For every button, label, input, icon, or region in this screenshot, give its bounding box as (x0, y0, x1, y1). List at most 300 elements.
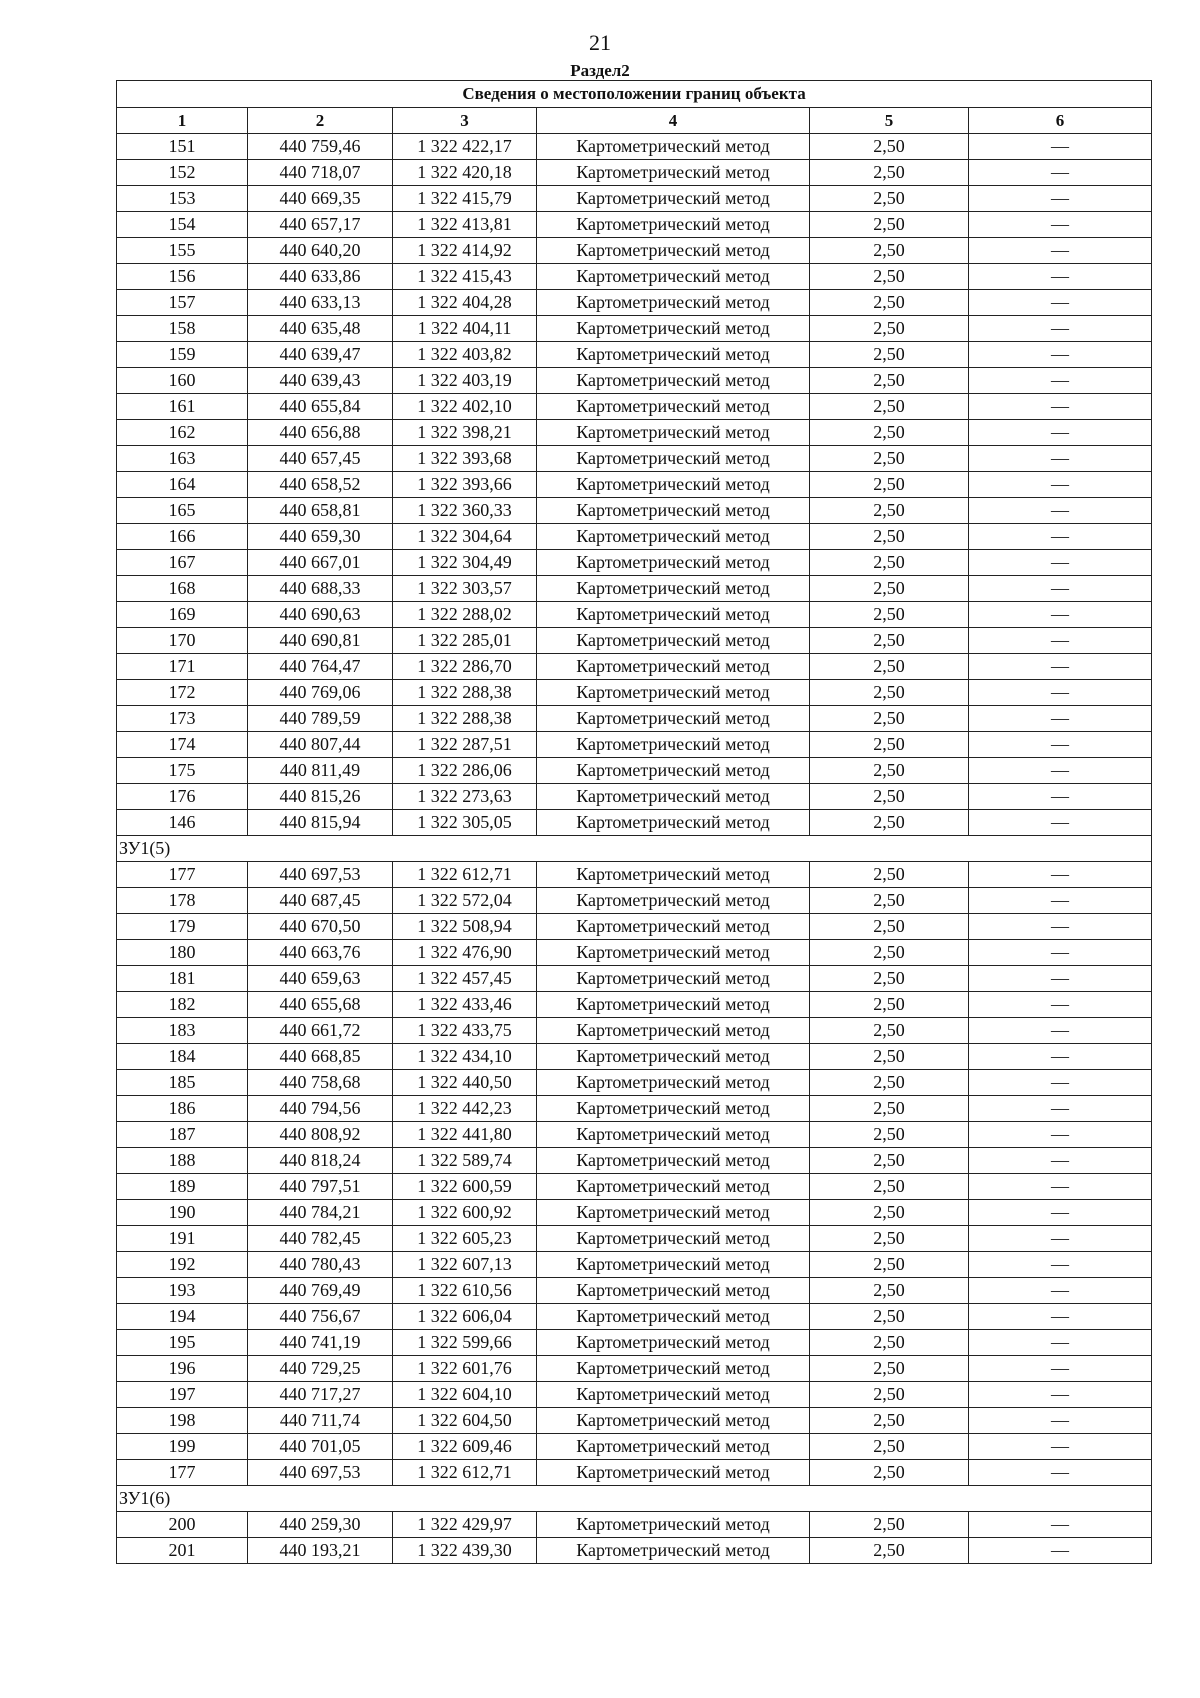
coord-x-cell: 440 697,53 (248, 862, 393, 888)
accuracy-cell: 2,50 (810, 1434, 969, 1460)
method-cell: Картометрический метод (537, 1148, 810, 1174)
column-header: 5 (810, 108, 969, 134)
point-number-cell: 163 (117, 446, 248, 472)
coord-y-cell: 1 322 601,76 (393, 1356, 537, 1382)
accuracy-cell: 2,50 (810, 1460, 969, 1486)
description-cell: — (969, 1278, 1152, 1304)
point-number-cell: 200 (117, 1512, 248, 1538)
method-cell: Картометрический метод (537, 888, 810, 914)
accuracy-cell: 2,50 (810, 238, 969, 264)
table-row (117, 1538, 1152, 1564)
accuracy-cell: 2,50 (810, 394, 969, 420)
accuracy-cell: 2,50 (810, 212, 969, 238)
point-number-cell: 193 (117, 1278, 248, 1304)
accuracy-cell: 2,50 (810, 1252, 969, 1278)
coord-y-cell: 1 322 415,43 (393, 264, 537, 290)
table-row (117, 420, 1152, 446)
description-cell: — (969, 1408, 1152, 1434)
description-cell: — (969, 1122, 1152, 1148)
table-row (117, 1070, 1152, 1096)
accuracy-cell: 2,50 (810, 940, 969, 966)
coord-y-cell: 1 322 600,92 (393, 1200, 537, 1226)
accuracy-cell: 2,50 (810, 1174, 969, 1200)
method-cell: Картометрический метод (537, 446, 810, 472)
coord-y-cell: 1 322 605,23 (393, 1226, 537, 1252)
coord-x-cell: 440 807,44 (248, 732, 393, 758)
description-cell: — (969, 940, 1152, 966)
description-cell: — (969, 1018, 1152, 1044)
method-cell: Картометрический метод (537, 394, 810, 420)
accuracy-cell: 2,50 (810, 498, 969, 524)
description-cell: — (969, 654, 1152, 680)
description-cell: — (969, 1330, 1152, 1356)
group-row (117, 836, 1152, 862)
coord-x-cell: 440 658,52 (248, 472, 393, 498)
accuracy-cell: 2,50 (810, 420, 969, 446)
description-cell: — (969, 1252, 1152, 1278)
coord-y-cell: 1 322 439,30 (393, 1538, 537, 1564)
method-cell: Картометрический метод (537, 758, 810, 784)
table-row (117, 862, 1152, 888)
method-cell: Картометрический метод (537, 654, 810, 680)
table-row (117, 732, 1152, 758)
coord-y-cell: 1 322 604,50 (393, 1408, 537, 1434)
table-row (117, 602, 1152, 628)
point-number-cell: 184 (117, 1044, 248, 1070)
coord-y-cell: 1 322 441,80 (393, 1122, 537, 1148)
method-cell: Картометрический метод (537, 732, 810, 758)
accuracy-cell: 2,50 (810, 186, 969, 212)
accuracy-cell: 2,50 (810, 1408, 969, 1434)
table-row (117, 654, 1152, 680)
method-cell: Картометрический метод (537, 628, 810, 654)
point-number-cell: 196 (117, 1356, 248, 1382)
point-number-cell: 171 (117, 654, 248, 680)
method-cell: Картометрический метод (537, 1200, 810, 1226)
description-cell: — (969, 1304, 1152, 1330)
coord-y-cell: 1 322 429,97 (393, 1512, 537, 1538)
accuracy-cell: 2,50 (810, 1278, 969, 1304)
coord-y-cell: 1 322 415,79 (393, 186, 537, 212)
table-row (117, 1382, 1152, 1408)
coord-y-cell: 1 322 600,59 (393, 1174, 537, 1200)
coord-x-cell: 440 193,21 (248, 1538, 393, 1564)
method-cell: Картометрический метод (537, 1096, 810, 1122)
table-row (117, 1226, 1152, 1252)
table-row (117, 290, 1152, 316)
coord-y-cell: 1 322 287,51 (393, 732, 537, 758)
table-row (117, 1174, 1152, 1200)
coord-y-cell: 1 322 393,68 (393, 446, 537, 472)
point-number-cell: 179 (117, 914, 248, 940)
point-number-cell: 194 (117, 1304, 248, 1330)
accuracy-cell: 2,50 (810, 264, 969, 290)
description-cell: — (969, 1148, 1152, 1174)
point-number-cell: 161 (117, 394, 248, 420)
coord-y-cell: 1 322 403,19 (393, 368, 537, 394)
coord-x-cell: 440 780,43 (248, 1252, 393, 1278)
coord-y-cell: 1 322 607,13 (393, 1252, 537, 1278)
coord-x-cell: 440 668,85 (248, 1044, 393, 1070)
accuracy-cell: 2,50 (810, 732, 969, 758)
description-cell: — (969, 186, 1152, 212)
coord-x-cell: 440 815,26 (248, 784, 393, 810)
coord-x-cell: 440 811,49 (248, 758, 393, 784)
method-cell: Картометрический метод (537, 602, 810, 628)
description-cell: — (969, 342, 1152, 368)
accuracy-cell: 2,50 (810, 1538, 969, 1564)
coord-y-cell: 1 322 589,74 (393, 1148, 537, 1174)
table-row (117, 212, 1152, 238)
point-number-cell: 201 (117, 1538, 248, 1564)
accuracy-cell: 2,50 (810, 342, 969, 368)
coord-y-cell: 1 322 440,50 (393, 1070, 537, 1096)
point-number-cell: 172 (117, 680, 248, 706)
coord-x-cell: 440 808,92 (248, 1122, 393, 1148)
table-row (117, 888, 1152, 914)
accuracy-cell: 2,50 (810, 862, 969, 888)
point-number-cell: 189 (117, 1174, 248, 1200)
table-row (117, 576, 1152, 602)
coord-y-cell: 1 322 304,49 (393, 550, 537, 576)
coord-x-cell: 440 688,33 (248, 576, 393, 602)
accuracy-cell: 2,50 (810, 1304, 969, 1330)
method-cell: Картометрический метод (537, 524, 810, 550)
table-row (117, 186, 1152, 212)
point-number-cell: 190 (117, 1200, 248, 1226)
description-cell: — (969, 1070, 1152, 1096)
coord-x-cell: 440 729,25 (248, 1356, 393, 1382)
table-row (117, 498, 1152, 524)
table-row (117, 1044, 1152, 1070)
coord-x-cell: 440 690,63 (248, 602, 393, 628)
column-header: 6 (969, 108, 1152, 134)
accuracy-cell: 2,50 (810, 758, 969, 784)
coord-y-cell: 1 322 420,18 (393, 160, 537, 186)
description-cell: — (969, 862, 1152, 888)
method-cell: Картометрический метод (537, 1434, 810, 1460)
accuracy-cell: 2,50 (810, 966, 969, 992)
coord-x-cell: 440 667,01 (248, 550, 393, 576)
point-number-cell: 191 (117, 1226, 248, 1252)
description-cell: — (969, 1200, 1152, 1226)
description-cell: — (969, 1096, 1152, 1122)
coord-x-cell: 440 815,94 (248, 810, 393, 836)
table-row (117, 1096, 1152, 1122)
description-cell: — (969, 316, 1152, 342)
column-header: 1 (117, 108, 248, 134)
point-number-cell: 160 (117, 368, 248, 394)
table-caption: Сведения о местоположении границ объекта (117, 81, 1152, 108)
point-number-cell: 181 (117, 966, 248, 992)
coord-y-cell: 1 322 612,71 (393, 862, 537, 888)
method-cell: Картометрический метод (537, 420, 810, 446)
coord-y-cell: 1 322 604,10 (393, 1382, 537, 1408)
method-cell: Картометрический метод (537, 134, 810, 160)
coord-y-cell: 1 322 403,82 (393, 342, 537, 368)
point-number-cell: 195 (117, 1330, 248, 1356)
accuracy-cell: 2,50 (810, 446, 969, 472)
point-number-cell: 153 (117, 186, 248, 212)
table-row (117, 342, 1152, 368)
coord-x-cell: 440 633,86 (248, 264, 393, 290)
accuracy-cell: 2,50 (810, 680, 969, 706)
coord-y-cell: 1 322 305,05 (393, 810, 537, 836)
column-header: 4 (537, 108, 810, 134)
coord-x-cell: 440 789,59 (248, 706, 393, 732)
method-cell: Картометрический метод (537, 940, 810, 966)
point-number-cell: 168 (117, 576, 248, 602)
description-cell: — (969, 394, 1152, 420)
coord-x-cell: 440 656,88 (248, 420, 393, 446)
table-row (117, 1460, 1152, 1486)
point-number-cell: 159 (117, 342, 248, 368)
method-cell: Картометрический метод (537, 1278, 810, 1304)
description-cell: — (969, 1044, 1152, 1070)
point-number-cell: 188 (117, 1148, 248, 1174)
description-cell: — (969, 498, 1152, 524)
table-row (117, 1330, 1152, 1356)
accuracy-cell: 2,50 (810, 1122, 969, 1148)
accuracy-cell: 2,50 (810, 1070, 969, 1096)
group-label: ЗУ1(5) (117, 836, 1152, 862)
description-cell: — (969, 628, 1152, 654)
coord-y-cell: 1 322 393,66 (393, 472, 537, 498)
description-cell: — (969, 810, 1152, 836)
coord-y-cell: 1 322 433,75 (393, 1018, 537, 1044)
table-row (117, 446, 1152, 472)
coord-x-cell: 440 639,47 (248, 342, 393, 368)
table-row (117, 1356, 1152, 1382)
table-row (117, 368, 1152, 394)
point-number-cell: 167 (117, 550, 248, 576)
description-cell: — (969, 212, 1152, 238)
coord-y-cell: 1 322 457,45 (393, 966, 537, 992)
description-cell: — (969, 576, 1152, 602)
description-cell: — (969, 706, 1152, 732)
method-cell: Картометрический метод (537, 1512, 810, 1538)
accuracy-cell: 2,50 (810, 706, 969, 732)
accuracy-cell: 2,50 (810, 1200, 969, 1226)
method-cell: Картометрический метод (537, 186, 810, 212)
point-number-cell: 170 (117, 628, 248, 654)
point-number-cell: 182 (117, 992, 248, 1018)
table-row (117, 1304, 1152, 1330)
description-cell: — (969, 472, 1152, 498)
point-number-cell: 156 (117, 264, 248, 290)
accuracy-cell: 2,50 (810, 576, 969, 602)
coord-x-cell: 440 687,45 (248, 888, 393, 914)
table-row (117, 160, 1152, 186)
point-number-cell: 175 (117, 758, 248, 784)
accuracy-cell: 2,50 (810, 654, 969, 680)
coord-y-cell: 1 322 402,10 (393, 394, 537, 420)
method-cell: Картометрический метод (537, 914, 810, 940)
coord-y-cell: 1 322 404,11 (393, 316, 537, 342)
point-number-cell: 192 (117, 1252, 248, 1278)
accuracy-cell: 2,50 (810, 290, 969, 316)
description-cell: — (969, 368, 1152, 394)
method-cell: Картометрический метод (537, 810, 810, 836)
method-cell: Картометрический метод (537, 1252, 810, 1278)
point-number-cell: 155 (117, 238, 248, 264)
method-cell: Картометрический метод (537, 1044, 810, 1070)
description-cell: — (969, 1512, 1152, 1538)
table-row (117, 238, 1152, 264)
method-cell: Картометрический метод (537, 1408, 810, 1434)
description-cell: — (969, 1538, 1152, 1564)
point-number-cell: 151 (117, 134, 248, 160)
description-cell: — (969, 966, 1152, 992)
point-number-cell: 176 (117, 784, 248, 810)
coord-y-cell: 1 322 433,46 (393, 992, 537, 1018)
coord-y-cell: 1 322 476,90 (393, 940, 537, 966)
coord-x-cell: 440 659,30 (248, 524, 393, 550)
coord-y-cell: 1 322 508,94 (393, 914, 537, 940)
description-cell: — (969, 1434, 1152, 1460)
table-row (117, 1252, 1152, 1278)
description-cell: — (969, 420, 1152, 446)
description-cell: — (969, 888, 1152, 914)
table-row (117, 758, 1152, 784)
description-cell: — (969, 1382, 1152, 1408)
description-cell: — (969, 238, 1152, 264)
point-number-cell: 146 (117, 810, 248, 836)
description-cell: — (969, 160, 1152, 186)
point-number-cell: 185 (117, 1070, 248, 1096)
table-row (117, 316, 1152, 342)
coord-x-cell: 440 655,84 (248, 394, 393, 420)
accuracy-cell: 2,50 (810, 524, 969, 550)
method-cell: Картометрический метод (537, 1174, 810, 1200)
table-row (117, 966, 1152, 992)
point-number-cell: 164 (117, 472, 248, 498)
point-number-cell: 157 (117, 290, 248, 316)
table-caption-row (117, 81, 1152, 108)
method-cell: Картометрический метод (537, 1460, 810, 1486)
table-row (117, 940, 1152, 966)
method-cell: Картометрический метод (537, 342, 810, 368)
description-cell: — (969, 758, 1152, 784)
point-number-cell: 177 (117, 1460, 248, 1486)
description-cell: — (969, 914, 1152, 940)
accuracy-cell: 2,50 (810, 160, 969, 186)
coord-x-cell: 440 663,76 (248, 940, 393, 966)
coord-y-cell: 1 322 414,92 (393, 238, 537, 264)
coord-x-cell: 440 711,74 (248, 1408, 393, 1434)
method-cell: Картометрический метод (537, 472, 810, 498)
coord-y-cell: 1 322 404,28 (393, 290, 537, 316)
description-cell: — (969, 1226, 1152, 1252)
coord-y-cell: 1 322 288,38 (393, 680, 537, 706)
accuracy-cell: 2,50 (810, 784, 969, 810)
description-cell: — (969, 1356, 1152, 1382)
table-row (117, 1512, 1152, 1538)
description-cell: — (969, 550, 1152, 576)
table-row (117, 810, 1152, 836)
group-row (117, 1486, 1152, 1512)
accuracy-cell: 2,50 (810, 550, 969, 576)
table-row (117, 524, 1152, 550)
column-header: 3 (393, 108, 537, 134)
coord-y-cell: 1 322 609,46 (393, 1434, 537, 1460)
method-cell: Картометрический метод (537, 1330, 810, 1356)
point-number-cell: 187 (117, 1122, 248, 1148)
coord-y-cell: 1 322 606,04 (393, 1304, 537, 1330)
coord-x-cell: 440 794,56 (248, 1096, 393, 1122)
table-row (117, 550, 1152, 576)
point-number-cell: 169 (117, 602, 248, 628)
method-cell: Картометрический метод (537, 1070, 810, 1096)
coord-y-cell: 1 322 398,21 (393, 420, 537, 446)
coord-x-cell: 440 758,68 (248, 1070, 393, 1096)
method-cell: Картометрический метод (537, 992, 810, 1018)
coord-x-cell: 440 759,46 (248, 134, 393, 160)
coord-x-cell: 440 697,53 (248, 1460, 393, 1486)
coord-y-cell: 1 322 285,01 (393, 628, 537, 654)
description-cell: — (969, 602, 1152, 628)
table-row (117, 1122, 1152, 1148)
point-number-cell: 154 (117, 212, 248, 238)
coord-x-cell: 440 661,72 (248, 1018, 393, 1044)
method-cell: Картометрический метод (537, 238, 810, 264)
coord-y-cell: 1 322 422,17 (393, 134, 537, 160)
method-cell: Картометрический метод (537, 706, 810, 732)
accuracy-cell: 2,50 (810, 1018, 969, 1044)
coord-x-cell: 440 640,20 (248, 238, 393, 264)
method-cell: Картометрический метод (537, 212, 810, 238)
coord-x-cell: 440 659,63 (248, 966, 393, 992)
table-body (117, 134, 1152, 1564)
coord-y-cell: 1 322 303,57 (393, 576, 537, 602)
method-cell: Картометрический метод (537, 1018, 810, 1044)
coord-y-cell: 1 322 434,10 (393, 1044, 537, 1070)
accuracy-cell: 2,50 (810, 914, 969, 940)
table-row (117, 264, 1152, 290)
page-number: 21 (589, 30, 611, 55)
accuracy-cell: 2,50 (810, 602, 969, 628)
coord-x-cell: 440 718,07 (248, 160, 393, 186)
accuracy-cell: 2,50 (810, 888, 969, 914)
column-header-row (117, 108, 1152, 134)
point-number-cell: 166 (117, 524, 248, 550)
coord-x-cell: 440 670,50 (248, 914, 393, 940)
point-number-cell: 165 (117, 498, 248, 524)
description-cell: — (969, 992, 1152, 1018)
method-cell: Картометрический метод (537, 290, 810, 316)
table-row (117, 1278, 1152, 1304)
coord-x-cell: 440 259,30 (248, 1512, 393, 1538)
table-row (117, 1200, 1152, 1226)
boundary-coordinates-table (116, 80, 1152, 1564)
accuracy-cell: 2,50 (810, 134, 969, 160)
method-cell: Картометрический метод (537, 160, 810, 186)
accuracy-cell: 2,50 (810, 810, 969, 836)
column-header: 2 (248, 108, 393, 134)
table-row (117, 1018, 1152, 1044)
coord-x-cell: 440 741,19 (248, 1330, 393, 1356)
accuracy-cell: 2,50 (810, 628, 969, 654)
section-title: Раздел2 (570, 61, 630, 80)
table-row (117, 992, 1152, 1018)
method-cell: Картометрический метод (537, 1356, 810, 1382)
table-row (117, 680, 1152, 706)
accuracy-cell: 2,50 (810, 1382, 969, 1408)
coord-x-cell: 440 657,45 (248, 446, 393, 472)
coord-x-cell: 440 655,68 (248, 992, 393, 1018)
description-cell: — (969, 290, 1152, 316)
table-row (117, 914, 1152, 940)
